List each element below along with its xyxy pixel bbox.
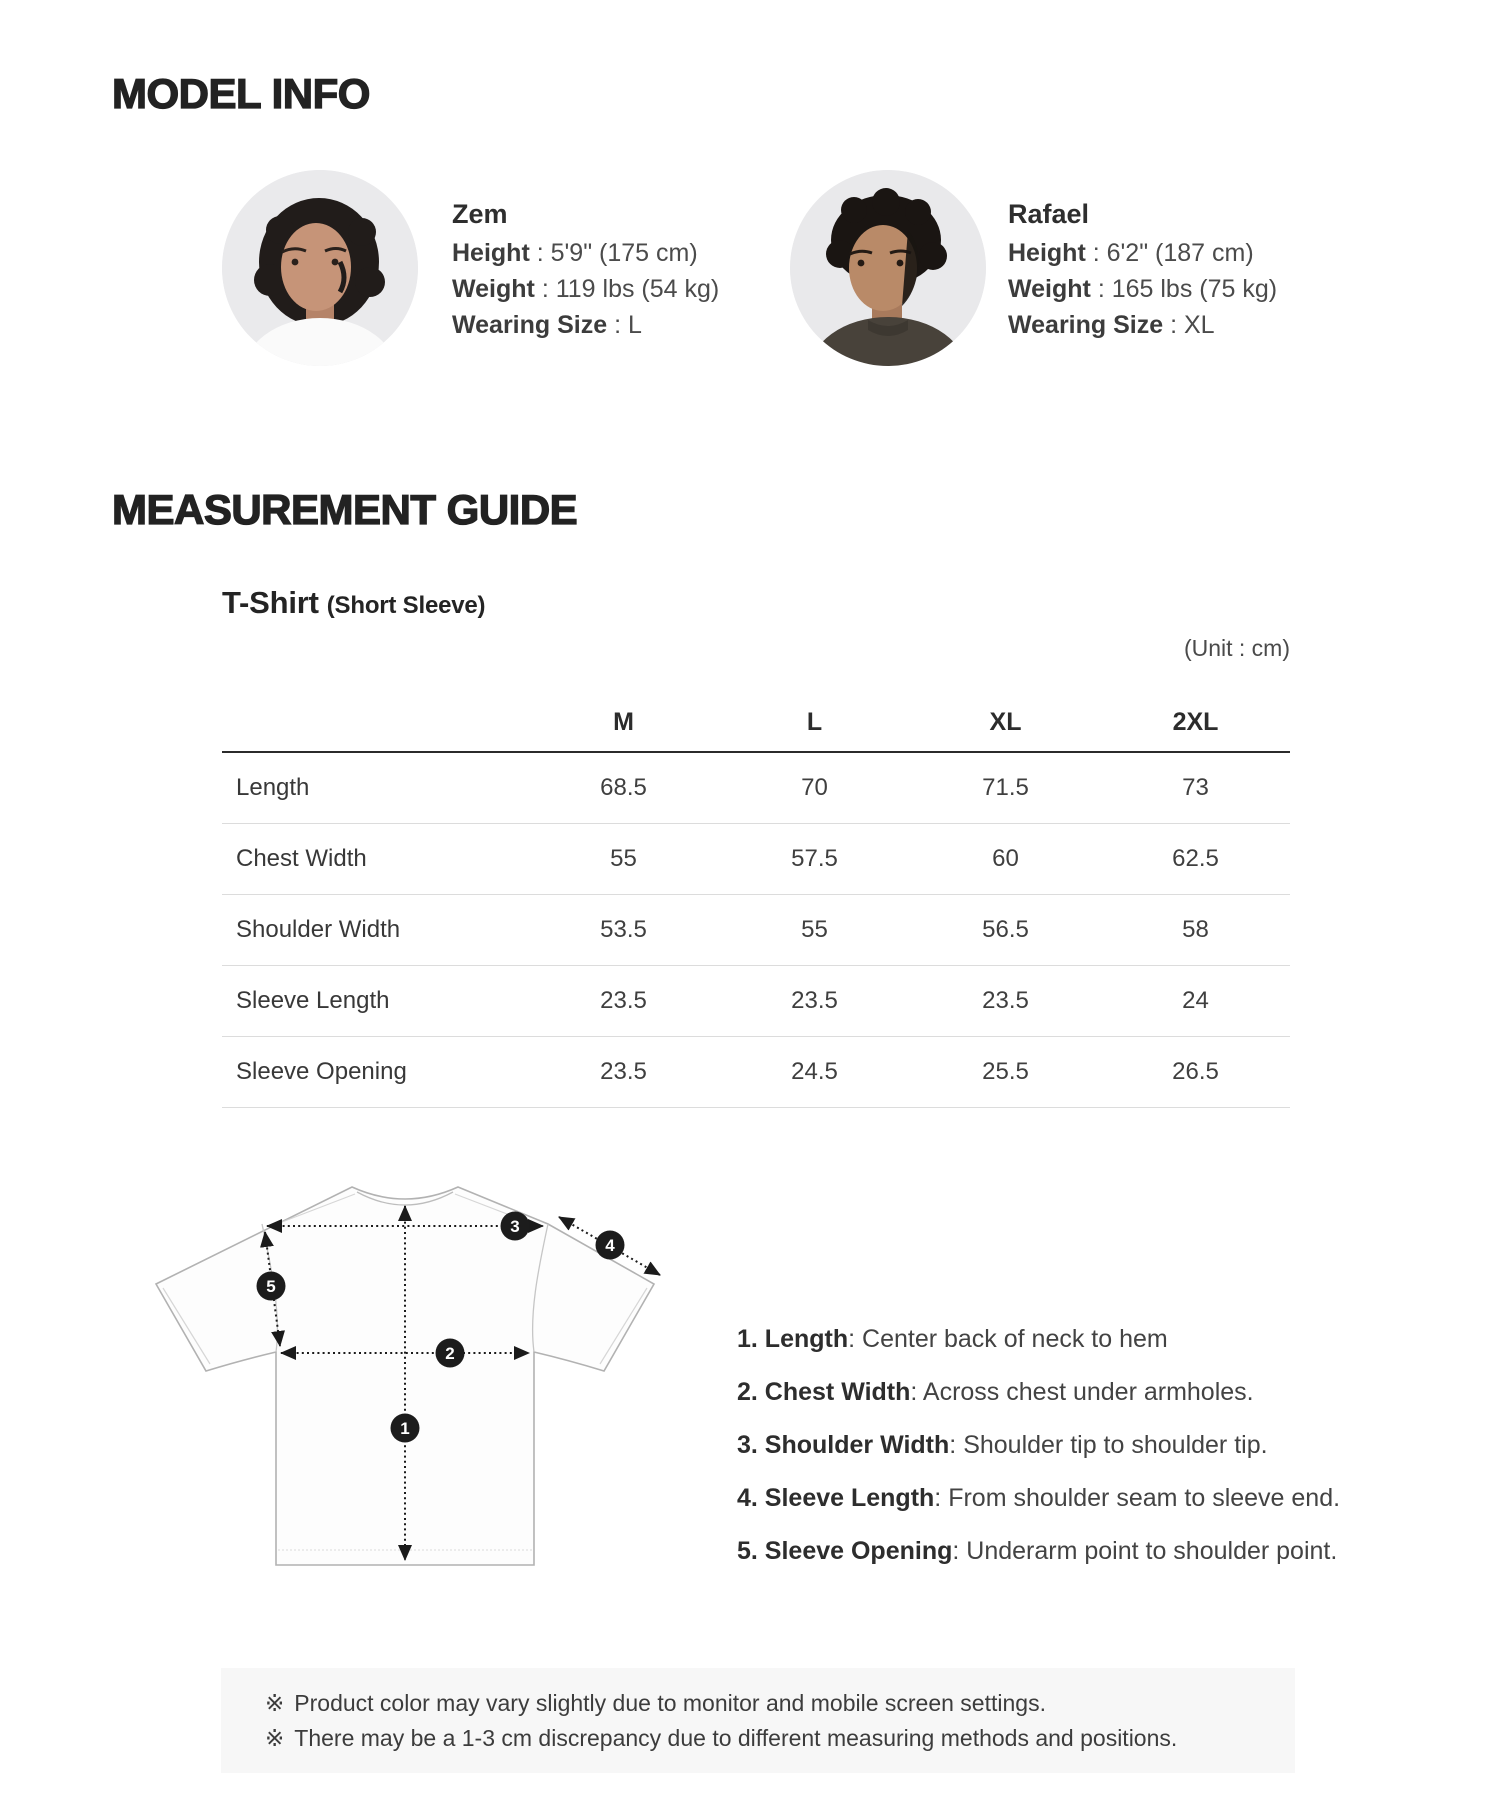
table-row-sleeve-length	[222, 966, 1290, 1037]
model-rafael-illustration	[790, 170, 986, 366]
model-size-line	[452, 307, 719, 343]
reference-mark-icon: ※	[265, 1690, 285, 1716]
product-subtitle: (Short Sleeve)	[326, 592, 486, 619]
size-col-xl: XL	[910, 698, 1101, 752]
cell-value: 23.5	[528, 966, 719, 1037]
measure-badge-1	[391, 1414, 420, 1443]
svg-text:2: 2	[445, 1344, 455, 1363]
legend-desc: Underarm point to shoulder point.	[966, 1537, 1338, 1565]
legend-desc: Across chest under armholes.	[922, 1378, 1254, 1406]
size-table	[222, 698, 1290, 1108]
separator: :	[952, 1537, 967, 1565]
product-name: T-Shirt	[222, 585, 319, 620]
row-label: Chest Width	[222, 824, 528, 895]
size-col-l: L	[719, 698, 910, 752]
legend-desc: Shoulder tip to shoulder tip.	[963, 1431, 1268, 1459]
weight-label: Weight	[452, 275, 535, 303]
model-card-zem	[452, 197, 719, 343]
weight-value: 119 lbs (54 kg)	[555, 275, 720, 303]
model-height-line	[1008, 235, 1277, 271]
model-card-rafael	[1008, 197, 1277, 343]
note-item	[265, 1721, 1255, 1756]
cell-value: 23.5	[528, 1037, 719, 1108]
cell-value: 26.5	[1101, 1037, 1290, 1108]
model-name: Rafael	[1008, 199, 1090, 229]
svg-text:3: 3	[510, 1217, 520, 1236]
model-name: Zem	[452, 199, 508, 229]
cell-value: 68.5	[528, 752, 719, 824]
weight-label: Weight	[1008, 275, 1091, 303]
legend-label: 1. Length	[737, 1325, 849, 1353]
reference-mark-icon: ※	[265, 1725, 285, 1751]
note-text: There may be a 1-3 cm discrepancy due to different measuring methods and positions.	[294, 1725, 1178, 1751]
cell-value: 53.5	[528, 895, 719, 966]
model-weight-line	[452, 271, 719, 307]
measure-badge-2	[436, 1339, 465, 1368]
separator: :	[607, 311, 628, 339]
height-label: Height	[452, 239, 530, 267]
model-weight-line	[1008, 271, 1277, 307]
cell-value: 23.5	[719, 966, 910, 1037]
size-col-m: M	[528, 698, 719, 752]
svg-text:1: 1	[400, 1419, 410, 1438]
separator: :	[534, 275, 556, 303]
separator: :	[1090, 275, 1112, 303]
cell-value: 56.5	[910, 895, 1101, 966]
height-value: 6'2" (187 cm)	[1106, 239, 1254, 267]
cell-value: 24.5	[719, 1037, 910, 1108]
measure-badge-5	[257, 1272, 286, 1301]
separator: :	[529, 239, 551, 267]
note-item	[265, 1686, 1255, 1721]
note-text: Product color may vary slightly due to monitor and mobile screen settings.	[294, 1690, 1046, 1716]
height-label: Height	[1008, 239, 1086, 267]
cell-value: 55	[719, 895, 910, 966]
cell-value: 57.5	[719, 824, 910, 895]
row-label: Sleeve Length	[222, 966, 528, 1037]
legend-item-chest-width	[737, 1377, 1340, 1407]
size-table-corner	[222, 698, 528, 752]
separator: :	[949, 1431, 964, 1459]
legend-label: 4. Sleeve Length	[737, 1484, 935, 1512]
table-row-sleeve-opening	[222, 1037, 1290, 1108]
size-table-header-row	[222, 698, 1290, 752]
model-height-line	[452, 235, 719, 271]
notes-box	[221, 1668, 1295, 1773]
cell-value: 71.5	[910, 752, 1101, 824]
svg-text:4: 4	[605, 1236, 615, 1255]
cell-value: 62.5	[1101, 824, 1290, 895]
separator: :	[1163, 311, 1184, 339]
wearing-size-label: Wearing Size	[1008, 311, 1164, 339]
row-label: Shoulder Width	[222, 895, 528, 966]
wearing-size-value: XL	[1183, 311, 1215, 339]
cell-value: 24	[1101, 966, 1290, 1037]
cell-value: 73	[1101, 752, 1290, 824]
model-info-title: MODEL INFO	[112, 70, 370, 117]
separator: :	[848, 1325, 863, 1353]
wearing-size-label: Wearing Size	[452, 311, 608, 339]
model-zem-illustration	[222, 170, 418, 366]
measurement-guide-section	[222, 585, 1290, 1085]
table-row-chest-width	[222, 824, 1290, 895]
separator: :	[910, 1378, 923, 1406]
legend-item-length	[737, 1324, 1340, 1354]
table-row-shoulder-width	[222, 895, 1290, 966]
svg-text:5: 5	[266, 1277, 276, 1296]
product-title	[222, 585, 1290, 621]
legend-label: 3. Shoulder Width	[737, 1431, 950, 1459]
legend-item-sleeve-length	[737, 1483, 1340, 1513]
measure-badge-4	[596, 1231, 625, 1260]
row-label: Length	[222, 752, 528, 824]
size-col-2xl: 2XL	[1101, 698, 1290, 752]
tshirt-measurement-diagram	[130, 1175, 680, 1585]
legend-label: 2. Chest Width	[737, 1378, 911, 1406]
model-photo-zem	[222, 170, 418, 366]
height-value: 5'9" (175 cm)	[550, 239, 698, 267]
separator: :	[1085, 239, 1107, 267]
separator: :	[934, 1484, 949, 1512]
legend-label: 5. Sleeve Opening	[737, 1537, 953, 1565]
measurement-guide-title: MEASUREMENT GUIDE	[112, 486, 578, 533]
cell-value: 70	[719, 752, 910, 824]
model-size-line	[1008, 307, 1277, 343]
weight-value: 165 lbs (75 kg)	[1111, 275, 1278, 303]
cell-value: 58	[1101, 895, 1290, 966]
cell-value: 60	[910, 824, 1101, 895]
measurement-legend	[737, 1324, 1340, 1589]
row-label: Sleeve Opening	[222, 1037, 528, 1108]
measure-badge-3	[501, 1212, 530, 1241]
legend-item-shoulder-width	[737, 1430, 1340, 1460]
cell-value: 23.5	[910, 966, 1101, 1037]
model-photo-rafael	[790, 170, 986, 366]
table-row-length	[222, 752, 1290, 824]
wearing-size-value: L	[627, 311, 642, 339]
unit-label: (Unit : cm)	[1183, 635, 1290, 661]
cell-value: 55	[528, 824, 719, 895]
legend-desc: Center back of neck to hem	[862, 1325, 1168, 1353]
cell-value: 25.5	[910, 1037, 1101, 1108]
legend-desc: From shoulder seam to sleeve end.	[948, 1484, 1341, 1512]
legend-item-sleeve-opening	[737, 1536, 1340, 1566]
